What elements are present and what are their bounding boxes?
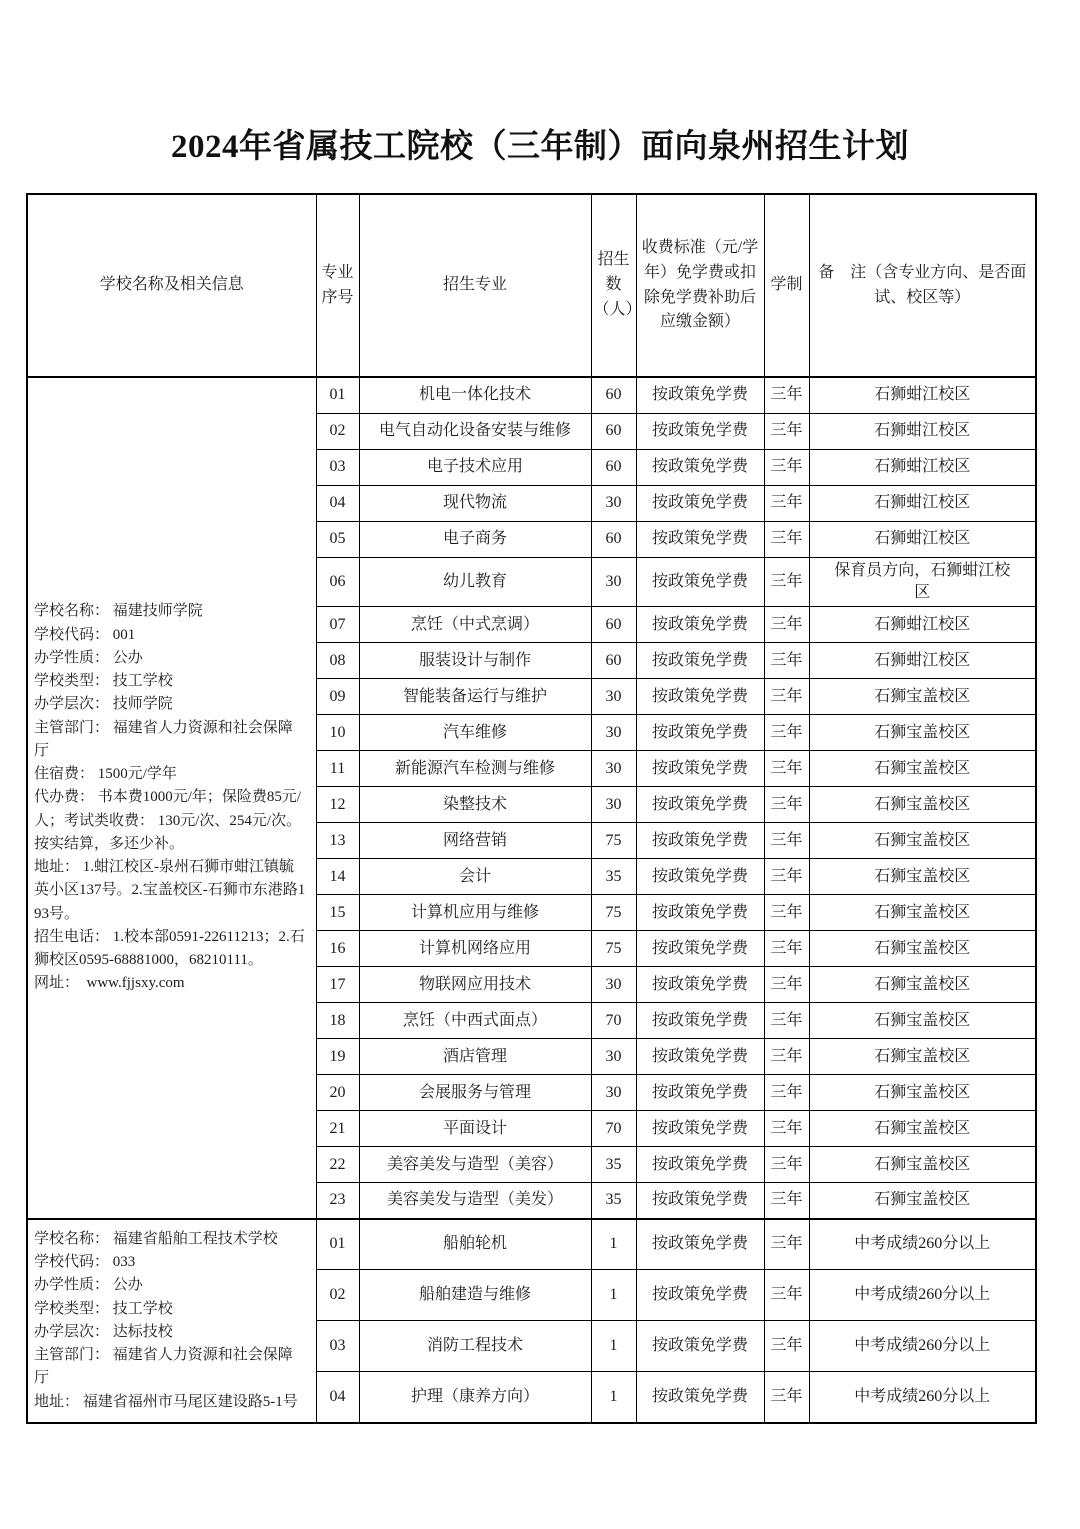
fee-standard-cell: 按政策免学费	[636, 715, 764, 751]
duration-cell: 三年	[764, 787, 809, 823]
fee-standard-cell: 按政策免学费	[636, 931, 764, 967]
enrollment-count-cell: 30	[591, 485, 636, 521]
duration-cell: 三年	[764, 485, 809, 521]
duration-cell: 三年	[764, 1075, 809, 1111]
enrollment-count-cell: 75	[591, 895, 636, 931]
fee-standard-cell: 按政策免学费	[636, 751, 764, 787]
duration-cell: 三年	[764, 679, 809, 715]
major-name-cell: 汽车维修	[359, 715, 591, 751]
school-info-line: 学校名称： 福建技师学院	[34, 603, 203, 620]
major-seq-cell: 17	[316, 967, 359, 1003]
school-info-line: 住宿费： 1500元/学年	[34, 766, 177, 783]
table-row	[27, 1219, 1036, 1270]
fee-standard-cell: 按政策免学费	[636, 607, 764, 643]
fee-standard-cell: 按政策免学费	[636, 967, 764, 1003]
fee-standard-cell: 按政策免学费	[636, 485, 764, 521]
duration-cell: 三年	[764, 751, 809, 787]
header-remark: 备 注（含专业方向、是否面试、校区等）	[809, 194, 1036, 377]
school-info-line: 学校类型： 技工学校	[34, 1300, 173, 1317]
major-seq-cell: 19	[316, 1039, 359, 1075]
major-seq-cell: 09	[316, 679, 359, 715]
major-name-cell: 电子技术应用	[359, 449, 591, 485]
fee-standard-cell: 按政策免学费	[636, 1039, 764, 1075]
header-major: 招生专业	[359, 194, 591, 377]
duration-cell: 三年	[764, 643, 809, 679]
duration-cell: 三年	[764, 1219, 809, 1270]
school-info-line: 地址： 福建省福州市马尾区建设路5-1号	[34, 1393, 298, 1410]
header-major-seq: 专业序号	[316, 194, 359, 377]
fee-standard-cell: 按政策免学费	[636, 413, 764, 449]
remark-cell: 石狮宝盖校区	[809, 1147, 1036, 1183]
major-seq-cell: 18	[316, 1003, 359, 1039]
school-info-line: 学校代码： 001	[34, 626, 136, 643]
remark-cell: 石狮蚶江校区	[809, 449, 1036, 485]
major-name-cell: 船舶建造与维修	[359, 1270, 591, 1321]
major-seq-cell: 02	[316, 413, 359, 449]
major-name-cell: 机电一体化技术	[359, 377, 591, 413]
major-seq-cell: 13	[316, 823, 359, 859]
school-info-line: 学校类型： 技工学校	[34, 673, 173, 690]
remark-cell: 石狮宝盖校区	[809, 859, 1036, 895]
enrollment-count-cell: 70	[591, 1111, 636, 1147]
major-name-cell: 电气自动化设备安装与维修	[359, 413, 591, 449]
enrollment-count-cell: 60	[591, 449, 636, 485]
fee-standard-cell: 按政策免学费	[636, 1111, 764, 1147]
remark-cell: 中考成绩260分以上	[809, 1372, 1036, 1423]
major-seq-cell: 05	[316, 521, 359, 557]
duration-cell: 三年	[764, 1372, 809, 1423]
fee-standard-cell: 按政策免学费	[636, 1321, 764, 1372]
remark-cell: 石狮宝盖校区	[809, 787, 1036, 823]
school-info-cell	[27, 377, 316, 1219]
remark-cell: 石狮蚶江校区	[809, 413, 1036, 449]
fee-standard-cell: 按政策免学费	[636, 1270, 764, 1321]
major-name-cell: 烹饪（中西式面点）	[359, 1003, 591, 1039]
major-seq-cell: 08	[316, 643, 359, 679]
major-name-cell: 消防工程技术	[359, 1321, 591, 1372]
header-duration: 学制	[764, 194, 809, 377]
major-name-cell: 船舶轮机	[359, 1219, 591, 1270]
school-info-line: 办学性质： 公办	[34, 1277, 143, 1294]
duration-cell: 三年	[764, 557, 809, 607]
fee-standard-cell: 按政策免学费	[636, 1075, 764, 1111]
enrollment-count-cell: 75	[591, 823, 636, 859]
major-name-cell: 护理（康养方向）	[359, 1372, 591, 1423]
duration-cell: 三年	[764, 715, 809, 751]
major-seq-cell: 04	[316, 485, 359, 521]
major-seq-cell: 22	[316, 1147, 359, 1183]
fee-standard-cell: 按政策免学费	[636, 643, 764, 679]
major-name-cell: 平面设计	[359, 1111, 591, 1147]
major-seq-cell: 06	[316, 557, 359, 607]
remark-cell: 石狮宝盖校区	[809, 823, 1036, 859]
remark-cell: 中考成绩260分以上	[809, 1270, 1036, 1321]
remark-cell: 石狮宝盖校区	[809, 967, 1036, 1003]
fee-standard-cell: 按政策免学费	[636, 787, 764, 823]
fee-standard-cell: 按政策免学费	[636, 823, 764, 859]
school-info-line: 办学层次： 达标技校	[34, 1323, 173, 1340]
duration-cell: 三年	[764, 931, 809, 967]
major-name-cell: 美容美发与造型（美容）	[359, 1147, 591, 1183]
duration-cell: 三年	[764, 823, 809, 859]
fee-standard-cell: 按政策免学费	[636, 377, 764, 413]
enrollment-count-cell: 35	[591, 1183, 636, 1219]
remark-cell: 石狮宝盖校区	[809, 1003, 1036, 1039]
enrollment-count-cell: 35	[591, 1147, 636, 1183]
enrollment-count-cell: 1	[591, 1321, 636, 1372]
school-info-line: 办学层次： 技师学院	[34, 696, 173, 713]
remark-cell: 石狮宝盖校区	[809, 931, 1036, 967]
duration-cell: 三年	[764, 1003, 809, 1039]
major-seq-cell: 15	[316, 895, 359, 931]
fee-standard-cell: 按政策免学费	[636, 679, 764, 715]
major-seq-cell: 20	[316, 1075, 359, 1111]
major-name-cell: 服装设计与制作	[359, 643, 591, 679]
remark-cell: 石狮宝盖校区	[809, 1039, 1036, 1075]
remark-cell: 保育员方向，石狮蚶江校区	[809, 557, 1036, 607]
remark-cell: 中考成绩260分以上	[809, 1321, 1036, 1372]
remark-cell: 石狮蚶江校区	[809, 643, 1036, 679]
school-info-cell	[27, 1219, 316, 1423]
enrollment-count-cell: 60	[591, 607, 636, 643]
major-seq-cell: 01	[316, 377, 359, 413]
major-name-cell: 幼儿教育	[359, 557, 591, 607]
enrollment-count-cell: 60	[591, 521, 636, 557]
major-name-cell: 美容美发与造型（美发）	[359, 1183, 591, 1219]
enrollment-count-cell: 1	[591, 1270, 636, 1321]
duration-cell: 三年	[764, 449, 809, 485]
school-info-line: 地址： 1.蚶江校区-泉州石狮市蚶江镇毓英小区137号。2.宝盖校区-石狮市东港路193号。	[34, 859, 306, 922]
duration-cell: 三年	[764, 413, 809, 449]
school-info-line: 主管部门： 福建省人力资源和社会保障厅	[34, 719, 293, 759]
fee-standard-cell: 按政策免学费	[636, 449, 764, 485]
major-name-cell: 计算机网络应用	[359, 931, 591, 967]
table-row	[27, 377, 1036, 413]
fee-standard-cell: 按政策免学费	[636, 521, 764, 557]
header-school-info: 学校名称及相关信息	[27, 194, 316, 377]
page-title: 2024年省属技工院校（三年制）面向泉州招生计划	[171, 129, 909, 165]
major-seq-cell: 01	[316, 1219, 359, 1270]
enrollment-count-cell: 30	[591, 967, 636, 1003]
major-name-cell: 染整技术	[359, 787, 591, 823]
school-info-line: 网址： www.fjjsxy.com	[34, 975, 185, 992]
major-name-cell: 物联网应用技术	[359, 967, 591, 1003]
major-seq-cell: 10	[316, 715, 359, 751]
enrollment-count-cell: 1	[591, 1219, 636, 1270]
enrollment-count-cell: 30	[591, 1039, 636, 1075]
enrollment-count-cell: 30	[591, 1075, 636, 1111]
duration-cell: 三年	[764, 1270, 809, 1321]
enrollment-count-cell: 30	[591, 679, 636, 715]
enrollment-count-cell: 30	[591, 715, 636, 751]
school-info-line: 办学性质： 公办	[34, 649, 143, 666]
duration-cell: 三年	[764, 1147, 809, 1183]
duration-cell: 三年	[764, 1183, 809, 1219]
major-name-cell: 现代物流	[359, 485, 591, 521]
enrollment-count-cell: 60	[591, 643, 636, 679]
enrollment-count-cell: 70	[591, 1003, 636, 1039]
remark-cell: 石狮蚶江校区	[809, 377, 1036, 413]
major-seq-cell: 03	[316, 1321, 359, 1372]
school-info-line: 招生电话： 1.校本部0591-22611213；2.石狮校区0595-68881000，68210111。	[34, 928, 305, 969]
remark-cell: 石狮宝盖校区	[809, 1183, 1036, 1219]
major-name-cell: 网络营销	[359, 823, 591, 859]
remark-cell: 石狮蚶江校区	[809, 485, 1036, 521]
fee-standard-cell: 按政策免学费	[636, 1147, 764, 1183]
enrollment-count-cell: 60	[591, 413, 636, 449]
fee-standard-cell: 按政策免学费	[636, 895, 764, 931]
major-seq-cell: 07	[316, 607, 359, 643]
enrollment-count-cell: 30	[591, 751, 636, 787]
fee-standard-cell: 按政策免学费	[636, 1219, 764, 1270]
fee-standard-cell: 按政策免学费	[636, 1372, 764, 1423]
remark-cell: 石狮宝盖校区	[809, 751, 1036, 787]
fee-standard-cell: 按政策免学费	[636, 1003, 764, 1039]
duration-cell: 三年	[764, 521, 809, 557]
major-seq-cell: 03	[316, 449, 359, 485]
fee-standard-cell: 按政策免学费	[636, 859, 764, 895]
enrollment-count-cell: 75	[591, 931, 636, 967]
duration-cell: 三年	[764, 967, 809, 1003]
major-seq-cell: 02	[316, 1270, 359, 1321]
major-name-cell: 会计	[359, 859, 591, 895]
plan-table-body	[27, 377, 1036, 1423]
duration-cell: 三年	[764, 377, 809, 413]
major-seq-cell: 12	[316, 787, 359, 823]
major-seq-cell: 11	[316, 751, 359, 787]
major-name-cell: 电子商务	[359, 521, 591, 557]
duration-cell: 三年	[764, 1039, 809, 1075]
remark-cell: 石狮蚶江校区	[809, 521, 1036, 557]
school-info-line: 学校名称： 福建省船舶工程技术学校	[34, 1230, 278, 1247]
major-name-cell: 新能源汽车检测与维修	[359, 751, 591, 787]
enrollment-count-cell: 30	[591, 557, 636, 607]
remark-cell: 石狮宝盖校区	[809, 679, 1036, 715]
major-name-cell: 酒店管理	[359, 1039, 591, 1075]
remark-cell: 石狮宝盖校区	[809, 715, 1036, 751]
table-header-row	[27, 194, 1036, 377]
remark-cell: 石狮宝盖校区	[809, 1075, 1036, 1111]
school-info-line: 主管部门： 福建省人力资源和社会保障厅	[34, 1347, 293, 1387]
school-info-line: 学校代码： 033	[34, 1254, 136, 1271]
remark-cell: 石狮宝盖校区	[809, 1111, 1036, 1147]
major-name-cell: 智能装备运行与维护	[359, 679, 591, 715]
school-info-line: 代办费： 书本费1000元/年；保险费85元/人；考试类收费： 130元/次、254元/次。按实结算，多还少补。	[34, 789, 302, 852]
major-seq-cell: 23	[316, 1183, 359, 1219]
major-seq-cell: 21	[316, 1111, 359, 1147]
duration-cell: 三年	[764, 1321, 809, 1372]
enrollment-count-cell: 35	[591, 859, 636, 895]
major-name-cell: 烹饪（中式烹调）	[359, 607, 591, 643]
major-name-cell: 计算机应用与维修	[359, 895, 591, 931]
duration-cell: 三年	[764, 859, 809, 895]
duration-cell: 三年	[764, 607, 809, 643]
enrollment-count-cell: 30	[591, 787, 636, 823]
duration-cell: 三年	[764, 895, 809, 931]
remark-cell: 石狮宝盖校区	[809, 895, 1036, 931]
major-seq-cell: 14	[316, 859, 359, 895]
header-fee-standard: 收费标准（元/学年）免学费或扣除免学费补助后应缴金额）	[636, 194, 764, 377]
enrollment-count-cell: 60	[591, 377, 636, 413]
fee-standard-cell: 按政策免学费	[636, 1183, 764, 1219]
enrollment-count-cell: 1	[591, 1372, 636, 1423]
enrollment-plan-table	[26, 193, 1037, 1424]
major-seq-cell: 04	[316, 1372, 359, 1423]
duration-cell: 三年	[764, 1111, 809, 1147]
remark-cell: 中考成绩260分以上	[809, 1219, 1036, 1270]
major-seq-cell: 16	[316, 931, 359, 967]
major-name-cell: 会展服务与管理	[359, 1075, 591, 1111]
header-enrollment-count: 招生数（人）	[591, 194, 636, 377]
remark-cell: 石狮蚶江校区	[809, 607, 1036, 643]
fee-standard-cell: 按政策免学费	[636, 557, 764, 607]
